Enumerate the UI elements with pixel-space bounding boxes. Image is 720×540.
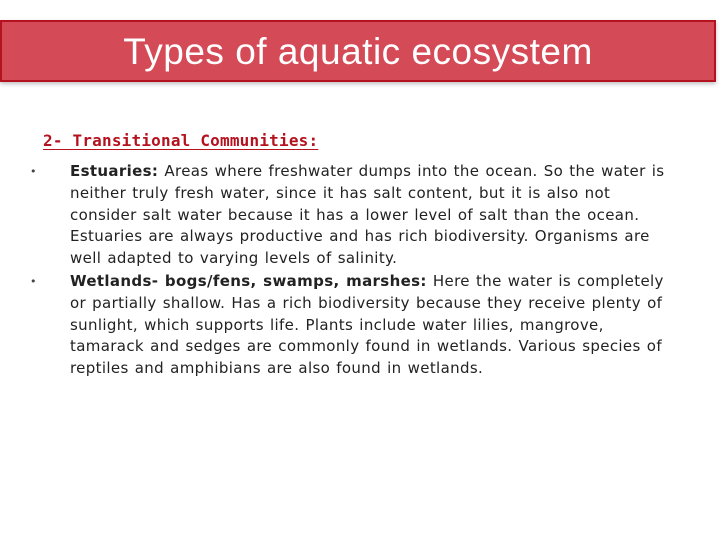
title-banner [0, 20, 716, 82]
bullet-text: Areas where freshwater dumps into the ocean. So the water is neither truly fresh water, since it has salt content, but it is also not consider salt water because it has a lower level of salt than the ocean. Estuaries are always productive and has rich biodiversity. Organisms are well adapted to varying levels of salinity. [70, 162, 665, 268]
bullet-dot-icon: • [30, 274, 37, 288]
bullet-term: Estuaries: [70, 162, 159, 180]
bullet-text: Here the water is completely or partially shallow. Has a rich biodiversity because they receive plenty of sunlight, which supports life. Plants include water lilies, mangrove, tamarack and sedges are commonly found in wetlands. Various species of reptiles and amphibians are also found in wetlands. [70, 271, 664, 378]
bullet-item-estuaries [30, 161, 680, 270]
bullet-term: Wetlands- bogs/fens, swamps, marshes: [70, 271, 427, 290]
slide-title: Types of aquatic ecosystem [123, 30, 593, 72]
bullet-dot-icon: • [30, 165, 37, 178]
bullet-item-wetlands [30, 271, 680, 380]
bullet-list [30, 161, 680, 381]
section-heading: 2- Transitional Communities: [43, 131, 319, 150]
